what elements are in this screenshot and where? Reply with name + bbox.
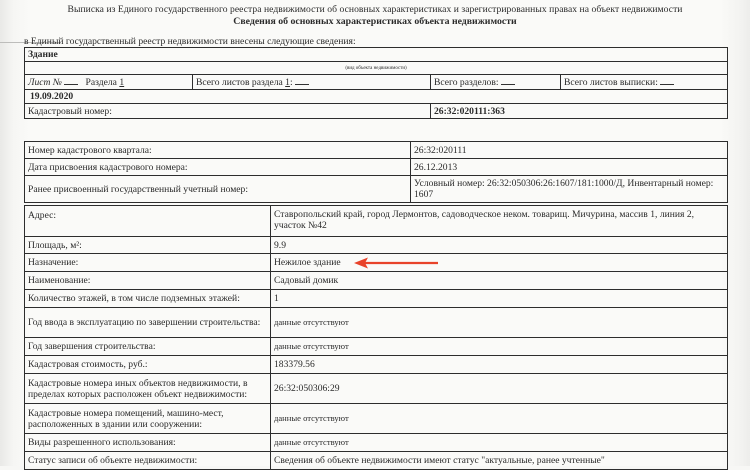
field-label: Год ввода в эксплуатацию по завершении строительства: <box>25 308 271 338</box>
document-header-line1: Выписка из Единого государственного реестра недвижимости об основных характеристиках и зарегистрированных правах на объект недвижимости <box>67 4 683 15</box>
field-label: Площадь, м²: <box>25 237 271 254</box>
total-sections-label: Всего разделов: <box>434 77 499 88</box>
object-type-caption: (вид объекта недвижимости) <box>25 62 728 75</box>
extract-date: 19.09.2020 <box>25 90 728 104</box>
field-value: Ставропольский край, город Лермонтов, садоводческое неком. товарищ. Мичурина, массив 1, линия 2, участок №42 <box>271 206 728 237</box>
total-sections-cell <box>431 75 561 90</box>
field-value: Сведения об объекте недвижимости имеют статус "актуальные, ранее учтенные" <box>271 452 728 470</box>
total-sheets-label: Всего листов выписки: <box>564 77 658 88</box>
field-label: Количество этажей, в том числе подземных этажей: <box>25 290 271 308</box>
object-type-row <box>25 48 728 62</box>
arrow-left-icon <box>354 257 438 269</box>
field-label: Наименование: <box>25 272 271 290</box>
table-row <box>25 374 728 404</box>
sheets-in-section-value: 1 <box>285 77 290 88</box>
table-row <box>25 338 728 356</box>
table-row <box>25 434 728 452</box>
cadastral-number-value: 26:32:020111:363 <box>431 104 728 119</box>
table-row <box>25 308 728 338</box>
table-row <box>25 176 728 203</box>
field-value: 26:32:020111 <box>411 142 728 159</box>
field-value: данные отсутствуют <box>271 434 728 452</box>
cadastral-number-label: Кадастровый номер: <box>25 104 431 119</box>
table-row <box>25 159 728 176</box>
sheet-label: Лист № <box>28 77 62 88</box>
table-row <box>25 142 728 159</box>
intro-text: в Единый государственный реестр недвижимости внесены следующие сведения: <box>24 36 356 47</box>
field-label: Кадастровые номера иных объектов недвижимости, в пределах которых расположен объект недвижимости: <box>25 374 271 404</box>
sheets-in-section-cell: Всего листов раздела 1: <box>193 75 431 90</box>
field-value: 183379.56 <box>271 356 728 374</box>
field-value: данные отсутствуют <box>271 338 728 356</box>
field-label: Назначение: <box>25 254 271 272</box>
field-value: данные отсутствуют <box>271 308 728 338</box>
field-label: Статус записи об объекте недвижимости: <box>25 452 271 470</box>
sheet-number-blank <box>64 76 78 85</box>
table-row <box>25 452 728 470</box>
field-value: 9.9 <box>271 237 728 254</box>
field-label: Номер кадастрового квартала: <box>25 142 411 159</box>
total-sheets-cell <box>561 75 728 90</box>
object-type: Здание <box>25 48 728 62</box>
field-label: Кадастровые номера помещений, машино-мест, расположенных в здании или сооружении: <box>25 404 271 434</box>
sheet-info-row <box>25 75 728 90</box>
field-value: 1 <box>271 290 728 308</box>
field-label: Дата присвоения кадастрового номера: <box>25 159 411 176</box>
cadastral-number-row <box>25 104 728 119</box>
cadastral-details-table <box>24 141 728 203</box>
field-label: Год завершения строительства: <box>25 338 271 356</box>
table-row <box>25 404 728 434</box>
table-row <box>25 356 728 374</box>
field-value: Условный номер: 26:32:050306:26:1607/181:1000/Д, Инвентарный номер: 1607 <box>411 176 728 203</box>
sheets-in-section-blank <box>295 76 309 85</box>
sheet-section-cell <box>25 75 193 90</box>
object-type-caption-row <box>25 62 728 75</box>
field-value: Нежилое здание <box>271 254 728 272</box>
sheets-in-section-label: Всего листов раздела <box>196 77 283 88</box>
table-row <box>25 237 728 254</box>
field-value: 26.12.2013 <box>411 159 728 176</box>
field-value: Садовый домик <box>271 272 728 290</box>
date-row <box>25 90 728 104</box>
object-characteristics-table <box>24 205 728 470</box>
field-value: 26:32:050306:29 <box>271 374 728 404</box>
table-row <box>25 206 728 237</box>
field-value: данные отсутствуют <box>271 404 728 434</box>
object-header-table <box>24 47 728 119</box>
total-sections-blank <box>501 76 515 85</box>
section-value: 1 <box>119 77 125 88</box>
field-label: Ранее присвоенный государственный учетный номер: <box>25 176 411 203</box>
table-row <box>25 290 728 308</box>
document-title: Сведения об основных характеристиках объекта недвижимости <box>233 16 517 27</box>
section-label: Раздела <box>85 77 117 88</box>
field-label: Кадастровая стоимость, руб.: <box>25 356 271 374</box>
field-label: Адрес: <box>25 206 271 237</box>
total-sheets-blank <box>660 76 674 85</box>
field-label: Виды разрешенного использования: <box>25 434 271 452</box>
table-row <box>25 272 728 290</box>
